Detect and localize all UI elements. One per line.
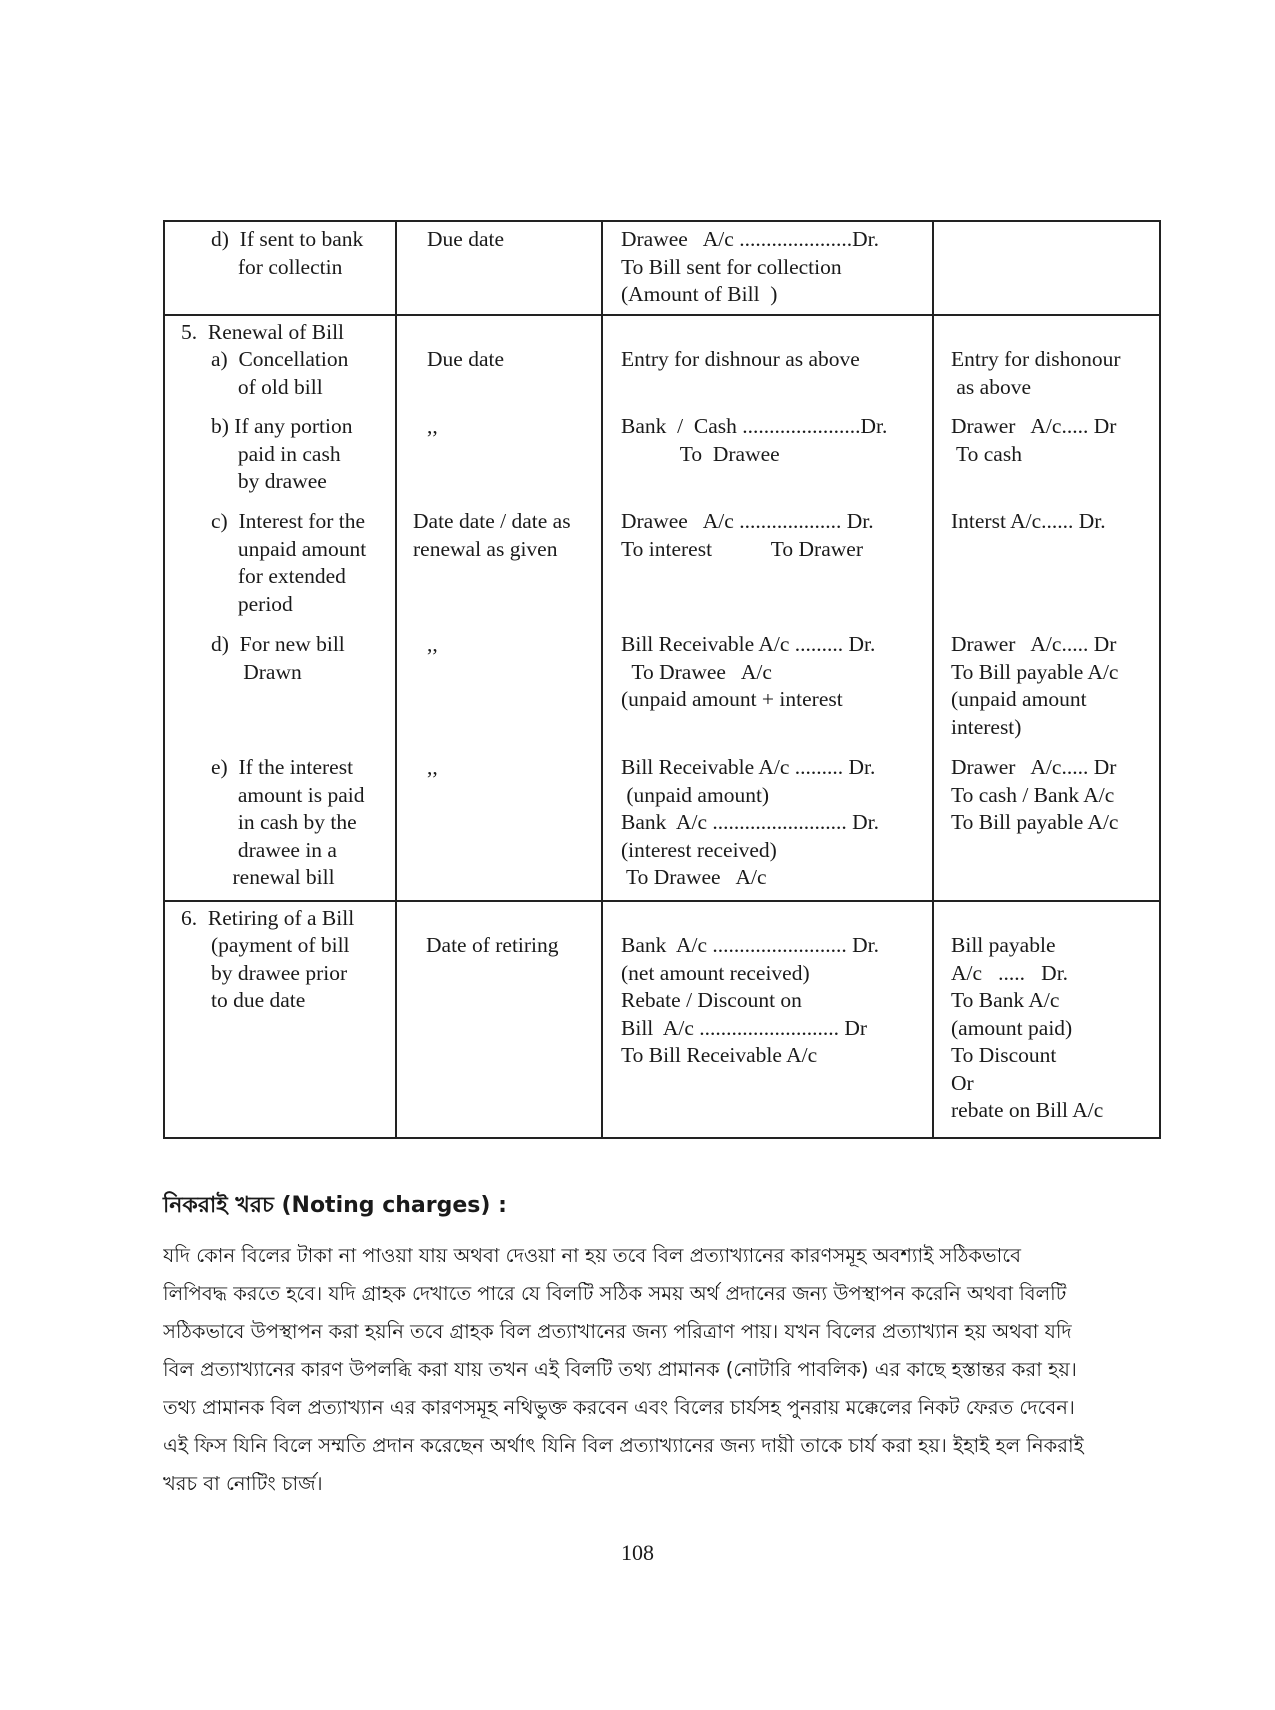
date-cell: ,, [427,632,438,656]
drawee-books-cell: Entry for dishonour as above [951,347,1121,399]
particular-cell: b) If any portion paid in cash by drawee [211,414,353,493]
drawee-books-cell: Bill payable A/c ..... Dr. To Bank A/c (amount paid) To Discount Or rebate on Bill A/c [951,933,1104,1122]
section-heading: নিকরাই খরচ (Noting charges) : [163,1193,507,1218]
drawee-books-cell: Drawer A/c..... Dr To cash [951,414,1117,466]
row-heading: 5. Renewal of Bill [181,320,345,344]
particular-cell: a) Concellation of old bill [211,347,349,399]
paragraph-line: তথ্য প্রামানক বিল প্রত্যাখ্যান এর কারণসমূহ নথিভুক্ত করবেন এবং বিলের চার্যসহ পুনরায় মক্কেলের নিকট ফেরত দেবেন। [163,1396,1075,1419]
particular-cell: d) If sent to bank for collectin [211,227,364,279]
column-divider [932,222,934,1137]
row-divider [165,314,1159,316]
paragraph-line: খরচ বা নোটিং চার্জ। [163,1472,323,1495]
drawee-books-cell: Drawer A/c..... Dr To cash / Bank A/c To Bill payable A/c [951,755,1119,834]
row-heading: 6. Retiring of a Bill [181,906,355,930]
drawer-books-cell: Bill Receivable A/c ......... Dr. To Drawee A/c (unpaid amount + interest [621,632,876,711]
particular-cell: e) If the interest amount is paid in cash by the drawee in a renewal bill [211,755,365,889]
drawer-books-cell: Bill Receivable A/c ......... Dr. (unpaid amount) Bank A/c ......................... Dr. (interest received) To Drawee A/c [621,755,879,889]
drawer-books-cell: Drawee A/c .....................Dr. To Bill sent for collection (Amount of Bill ) [621,227,879,306]
drawer-books-cell: Bank A/c ......................... Dr. (net amount received) Rebate / Discount on Bill A/c .......................... Dr To Bill Receivable A/c [621,933,879,1067]
paragraph-line: এই ফিস যিনি বিলে সম্মতি প্রদান করেছেন অর্থাৎ যিনি বিল প্রত্যাখ্যানের জন্য দায়ী তাকে চার্য করা হয়। ইহাই হল নিকরাই [163,1434,1084,1457]
drawee-books-cell: Interst A/c...... Dr. [951,509,1106,533]
paragraph-line: বিল প্রত্যাখ্যানের কারণ উপলব্ধি করা যায় তখন এই বিলটি তথ্য প্রামানক (নোটারি পাবলিক) এর কাছে হস্তান্তর করা হয়। [163,1358,1077,1381]
paragraph-line: যদি কোন বিলের টাকা না পাওয়া যায় অথবা দেওয়া না হয় তবে বিল প্রত্যাখ্যানের কারণসমূহ অবশ্যাই সঠিকভাবে [163,1244,1021,1267]
drawer-books-cell: Entry for dishnour as above [621,347,860,371]
date-cell: ,, [427,414,438,438]
date-cell: Due date [427,347,505,371]
drawer-books-cell: Bank / Cash ......................Dr. To Drawee [621,414,888,466]
particular-cell: (payment of bill by drawee prior to due date [211,933,350,1012]
drawer-books-cell: Drawee A/c ................... Dr. To interest To Drawer [621,509,874,561]
bills-journal-table [163,220,1161,1139]
column-divider [395,222,397,1137]
particular-cell: d) For new bill Drawn [211,632,345,684]
date-cell: ,, [427,755,438,779]
date-cell: Due date [427,227,505,251]
row-divider [165,900,1159,902]
column-divider [601,222,603,1137]
paragraph-line: সঠিকভাবে উপস্থাপন করা হয়নি তবে গ্রাহক বিল প্রত্যাখানের জন্য পরিত্রাণ পায়। যখন বিলের প্রত্যাখ্যান হয় অথবা যদি [163,1320,1072,1343]
page-number: 108 [621,1540,654,1565]
drawee-books-cell: Drawer A/c..... Dr To Bill payable A/c (unpaid amount interest) [951,632,1119,739]
date-cell: Date of retiring [426,933,559,957]
particular-cell: c) Interest for the unpaid amount for extended period [211,509,367,616]
date-cell: Date date / date as renewal as given [413,509,571,561]
paragraph-line: লিপিবদ্ধ করতে হবে। যদি গ্রাহক দেখাতে পারে যে বিলটি সঠিক সময় অর্থ প্রদানের জন্য উপস্থাপন করেনি অথবা বিলটি [163,1282,1067,1305]
